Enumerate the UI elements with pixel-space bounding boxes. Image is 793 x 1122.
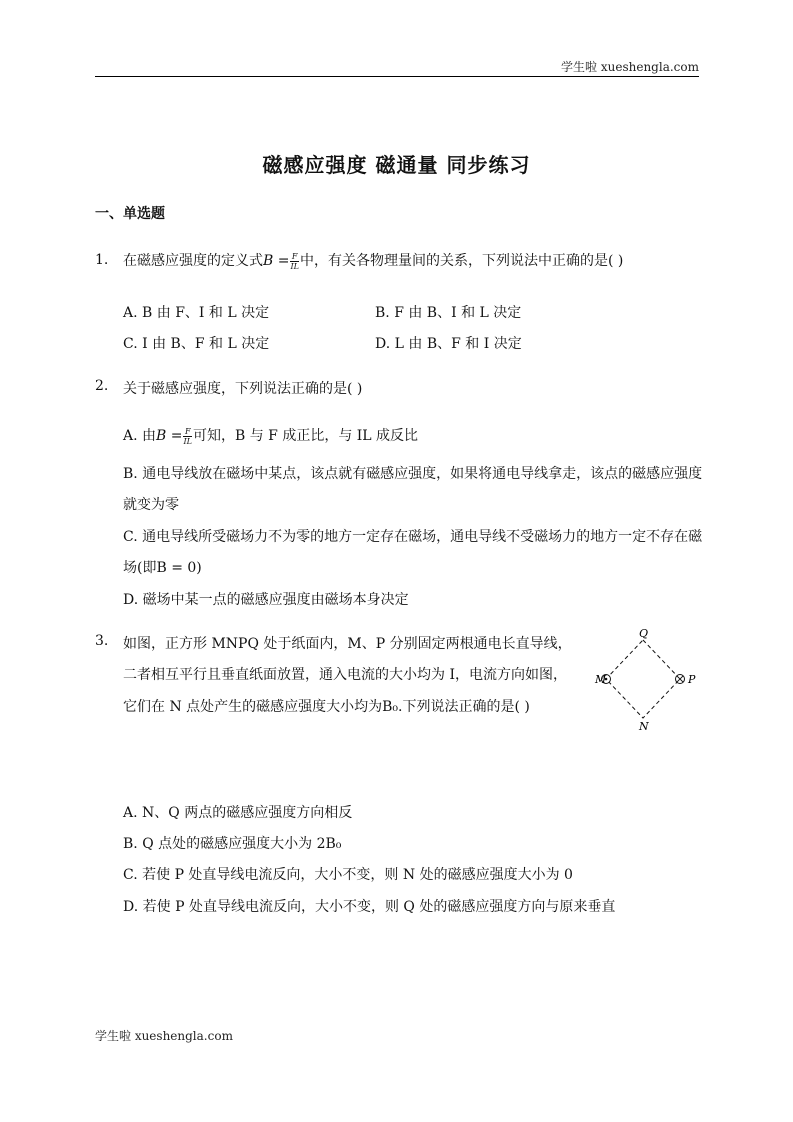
q2-option-c-line1: C. 通电导线所受磁场力不为零的地方一定存在磁场，通电导线不受磁场力的地方一定不存在磁: [123, 529, 703, 545]
footer-site: 学生啦 xueshengla.com: [95, 1029, 233, 1043]
q2-option-b-line2: 就变为零: [123, 497, 179, 513]
q2-option-b-line1: B. 通电导线放在磁场中某点，该点就有磁感应强度，如果将通电导线拿走，该点的磁感应强度: [123, 466, 703, 482]
header-site: 学生啦 xueshengla.com: [561, 60, 699, 74]
q1-stem-post: 中，有关各物理量间的关系，下列说法中正确的是( ): [299, 253, 624, 269]
q3-option-c: C. 若使 P 处直导线电流反向，大小不变，则 N 处的磁感应强度大小为 0: [123, 867, 573, 883]
q3-option-a: A. N、Q 两点的磁感应强度方向相反: [123, 805, 353, 821]
section-heading: 一、单选题: [95, 206, 165, 222]
q1-formula-lhs: B =: [263, 253, 290, 269]
q2-number: 2.: [95, 378, 109, 394]
q1-fraction: [290, 252, 298, 271]
page-title: 磁感应强度 磁通量 同步练习: [262, 153, 531, 177]
label-m: M: [595, 673, 607, 686]
q3-number: 3.: [95, 633, 109, 649]
q2-option-a: [123, 425, 418, 446]
q1-number: 1.: [95, 252, 109, 268]
q3-square-figure: [595, 626, 700, 734]
q2-a-frac-num: F: [184, 426, 191, 436]
q3-option-d: D. 若使 P 处直导线电流反向，大小不变，则 Q 处的磁感应强度方向与原来垂直: [123, 899, 616, 915]
label-n: N: [639, 720, 649, 733]
q1-option-a: A. B 由 F、I 和 L 决定: [123, 305, 270, 321]
q1-stem: [123, 250, 623, 271]
q1-stem-pre: 在磁感应强度的定义式: [123, 253, 263, 269]
q2-a-frac-den: IL: [183, 436, 192, 446]
q1-option-b: B. F 由 B、I 和 L 决定: [375, 305, 522, 321]
q2-option-c-line2: 场(即B = 0): [123, 560, 202, 576]
q2-option-d: D. 磁场中某一点的磁感应强度由磁场本身决定: [123, 592, 409, 608]
q1-frac-den: IL: [290, 261, 299, 271]
q1-option-d: D. L 由 B、F 和 I 决定: [375, 336, 522, 352]
q1-frac-num: F: [291, 251, 298, 261]
header-rule: [95, 76, 699, 77]
q2-stem: 关于磁感应强度，下列说法正确的是( ): [123, 381, 363, 397]
q3-stem-line3: 它们在 N 点处产生的磁感应强度大小均为B₀.下列说法正确的是( ): [123, 699, 530, 715]
q2-a-pre: A. 由: [123, 428, 157, 444]
label-q: Q: [639, 627, 649, 640]
q2-a-lhs: B =: [156, 428, 183, 444]
q1-option-c: C. I 由 B、F 和 L 决定: [123, 336, 270, 352]
q2-a-fraction: [183, 427, 191, 446]
q3-stem-line2: 二者相互平行且垂直纸面放置，通入电流的大小均为 I，电流方向如图，: [123, 667, 567, 683]
label-p: P: [688, 673, 696, 686]
q3-stem-line1: 如图，正方形 MNPQ 处于纸面内，M、P 分别固定两根通电长直导线，: [123, 636, 572, 652]
q2-a-post: 可知，B 与 F 成正比，与 IL 成反比: [192, 428, 419, 444]
q3-option-b: B. Q 点处的磁感应强度大小为 2B₀: [123, 836, 342, 852]
